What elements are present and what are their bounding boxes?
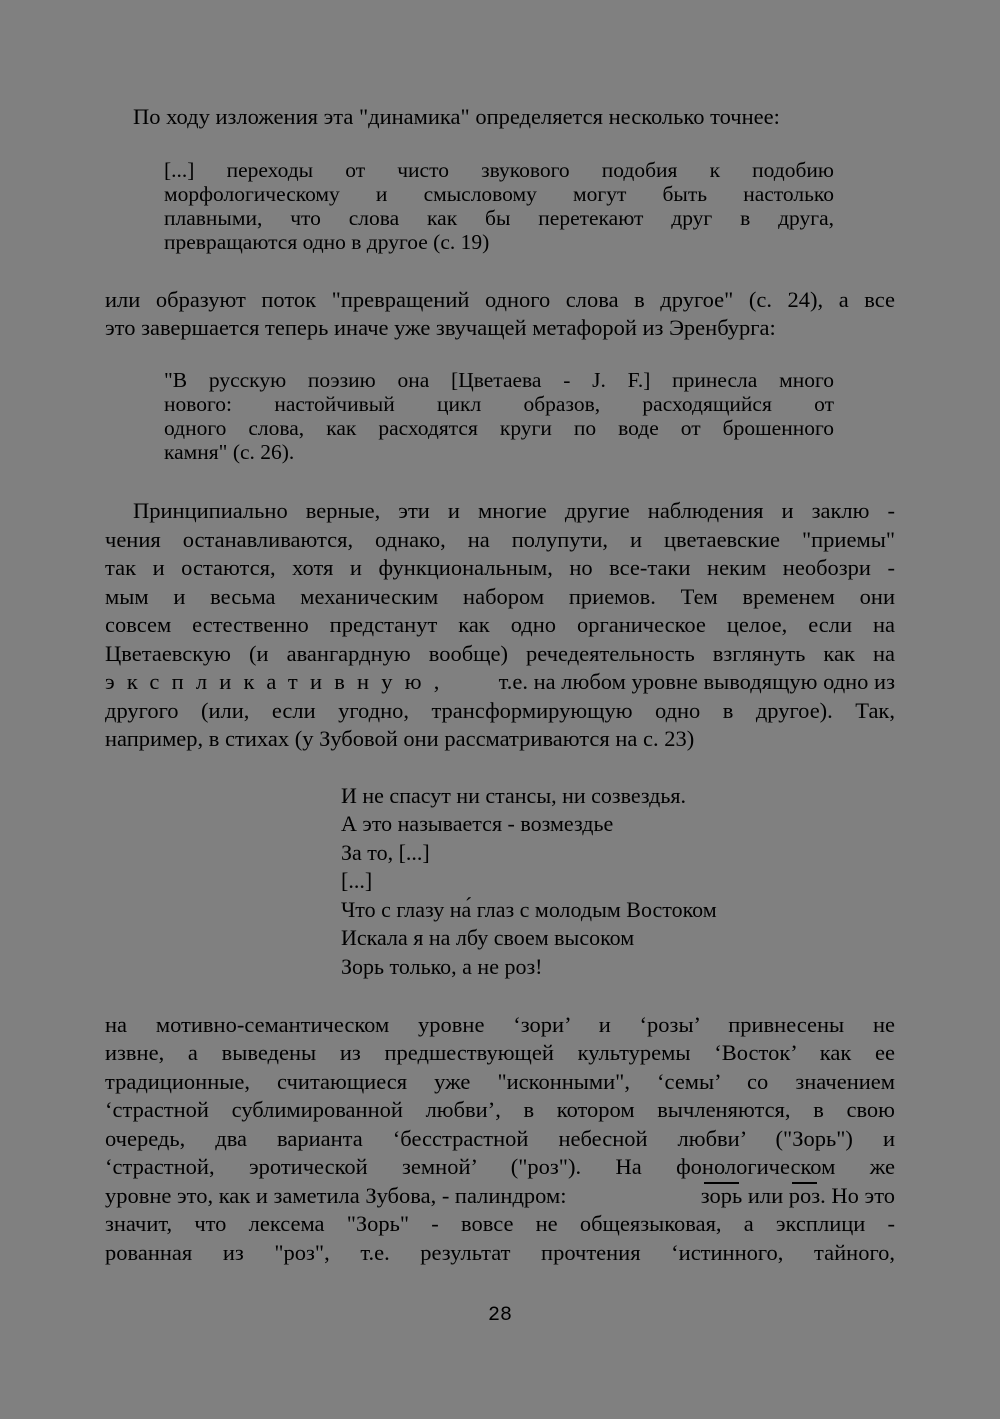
- quote-line: [...] переходы от чисто звукового подобия к подобию: [164, 158, 834, 182]
- text-line: ‘страстной, эротической земной’ ("роз"). На фонологическом же: [105, 1154, 895, 1179]
- spaced-emphasis: экспликативную,: [105, 669, 452, 694]
- text-line: [105, 1181, 895, 1210]
- quote-line: превращаются одно в другое (с. 19): [164, 230, 490, 254]
- reversed-word-roz: роз: [788, 1183, 821, 1208]
- text-line: другого (или, если угодно, трансформирующую одно в другое). Так,: [105, 698, 895, 723]
- text-line: мым и весьма механическим набором приемов. Тем временем они: [105, 584, 895, 609]
- text-line: рованная из "роз", т.е. результат прочтения ‘истинного, тайного,: [105, 1240, 895, 1265]
- text-line: так и остаются, хотя и функциональным, но все-таки неким необозри -: [105, 555, 895, 580]
- quote-line: нового: настойчивый цикл образов, расходящийся от: [164, 392, 834, 416]
- text-line: [105, 667, 895, 696]
- quote-line: одного слова, как расходятся круги по воде от брошенного: [164, 416, 834, 440]
- poem-line: И не спасут ни стансы, ни созвездья.: [341, 783, 687, 808]
- quote-line: плавными, что слова как бы перетекают друг в друга,: [164, 206, 834, 230]
- text-line: чения останавливаются, однако, на полупути, и цветаевские "приемы": [105, 527, 895, 552]
- text-line: или образуют поток "превращений одного слова в другое" (с. 24), а все: [105, 287, 895, 312]
- text-segment: уровне это, как и заметила Зубова, - палиндром:: [105, 1183, 567, 1208]
- poem-line: За то, [...]: [341, 840, 430, 865]
- text-segment: т.е. на любом уровне выводящую одно из: [498, 669, 895, 694]
- text-segment: [701, 1181, 895, 1210]
- text-line: это завершается теперь иначе уже звучащей метафорой из Эренбурга:: [105, 315, 776, 340]
- text-line: на мотивно-семантическом уровне ‘зори’ и ‘розы’ привнесены не: [105, 1012, 895, 1037]
- reversed-word-zor: зорь: [700, 1183, 743, 1208]
- text-line: традиционные, считающиеся уже "исконными", ‘семы’ со значением: [105, 1069, 895, 1094]
- text-segment: или: [747, 1183, 784, 1208]
- text-line: Цветаевскую (и авангардную вообще) речедеятельность взглянуть как на: [105, 641, 895, 666]
- text-line: значит, что лексема "Зорь" - вовсе не общеязыковая, а эксплици -: [105, 1211, 895, 1236]
- text-line: Принципиально верные, эти и многие другие наблюдения и заклю -: [133, 498, 895, 523]
- quote-line: камня" (с. 26).: [164, 440, 295, 464]
- text-line: ‘страстной сублимированной любви’, в котором вычленяются, в свою: [105, 1097, 895, 1122]
- page-number: 28: [487, 1304, 512, 1327]
- quote-line: "В русскую поэзию она [Цветаева - J. F.] принесла много: [164, 368, 834, 392]
- text-line: очередь, два варианта ‘бесстрастной небесной любви’ ("Зорь") и: [105, 1126, 895, 1151]
- quote-line: морфологическому и смысловому могут быть настолько: [164, 182, 834, 206]
- text-segment: . Но это: [820, 1183, 895, 1208]
- poem-line: Зорь только, а не роз!: [341, 954, 543, 979]
- text-line: например, в стихах (у Зубовой они рассматриваются на с. 23): [105, 726, 695, 751]
- intro-line: По ходу изложения эта "динамика" определяется несколько точнее:: [133, 104, 780, 129]
- poem-line: Искала я на лбу своем высоком: [341, 925, 635, 950]
- poem-line: Что с глазу на́ глаз с молодым Востоком: [341, 897, 717, 922]
- poem-line: [...]: [341, 868, 373, 893]
- poem-line: А это называется - возмездье: [341, 811, 614, 836]
- text-line: извне, а выведены из предшествующей культуремы ‘Восток’ как ее: [105, 1040, 895, 1065]
- text-line: совсем естественно предстанут как одно органическое целое, если на: [105, 612, 895, 637]
